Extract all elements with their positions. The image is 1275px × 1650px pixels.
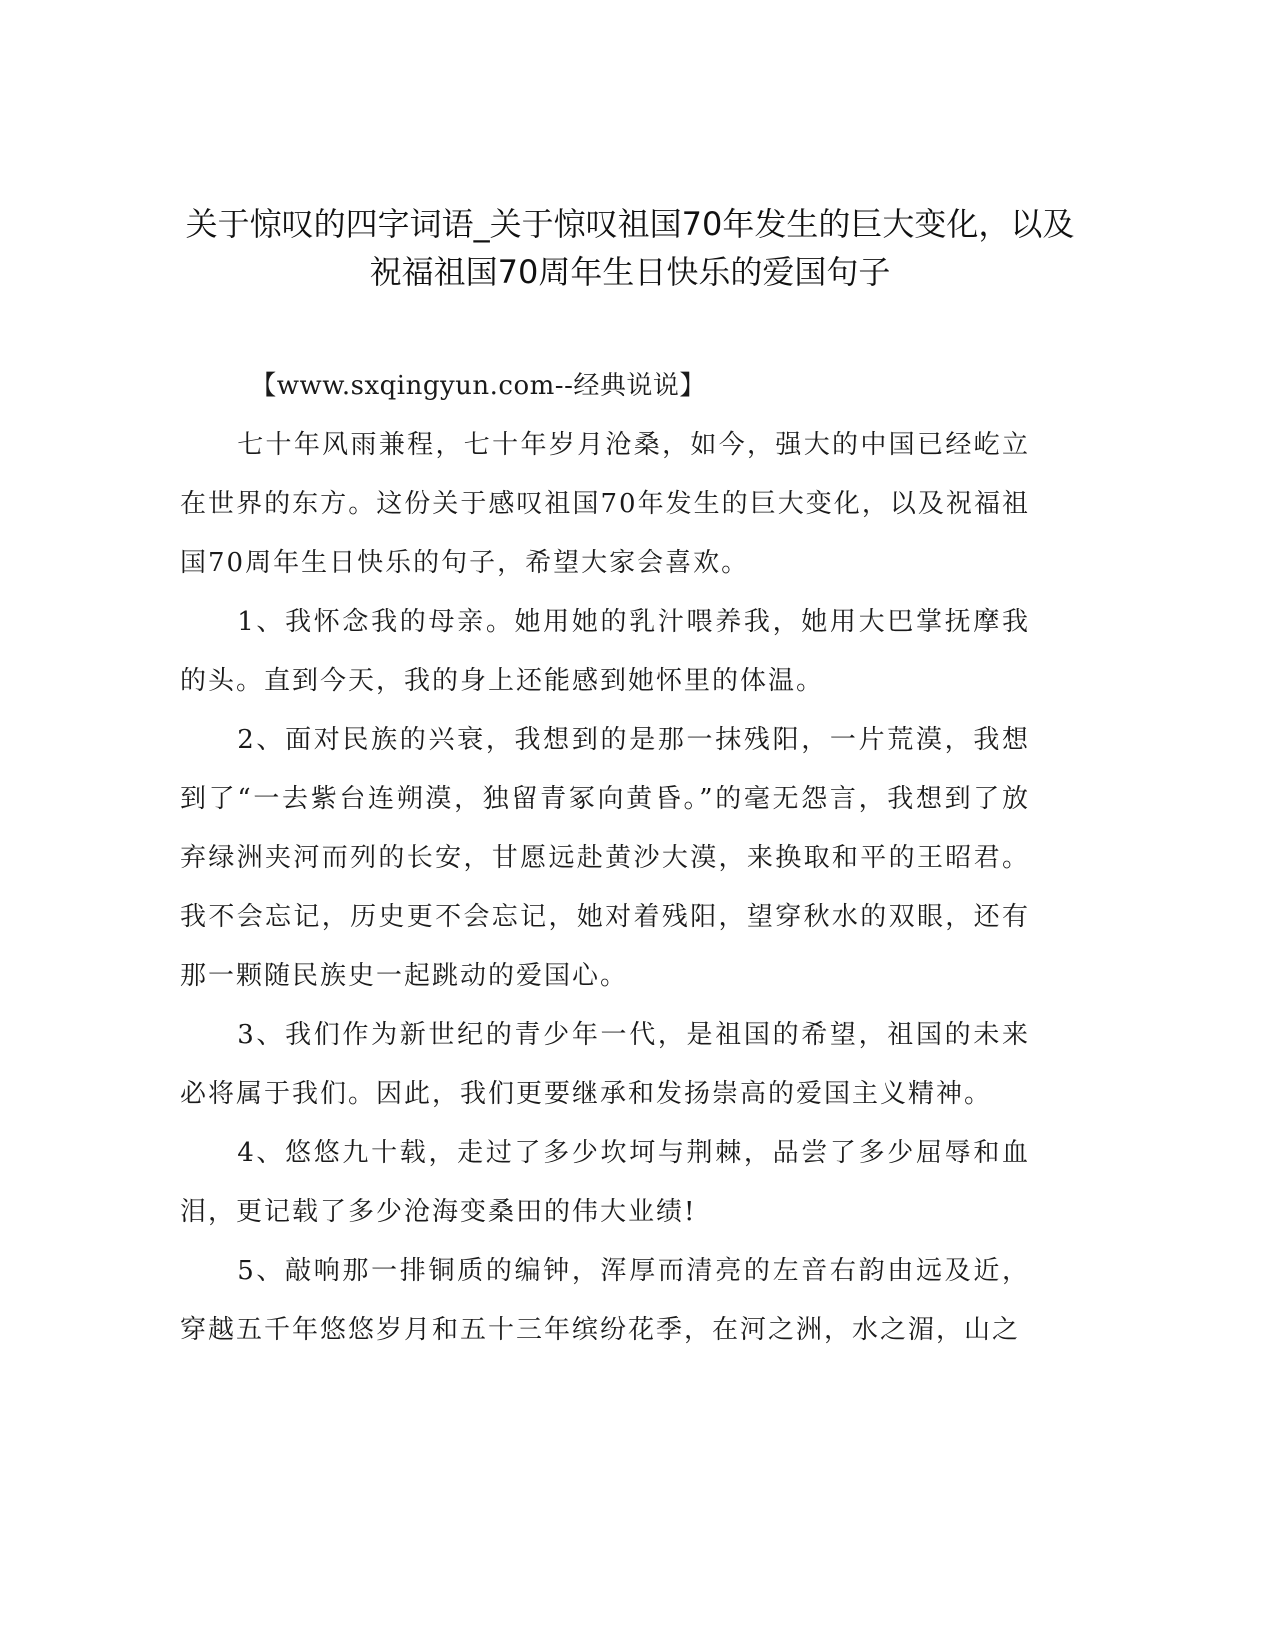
list-item: 3、我们作为新世纪的青少年一代，是祖国的希望，祖国的未来必将属于我们。因此，我们更要继承和发扬崇高的爱国主义精神。 bbox=[180, 1020, 1030, 1109]
intro-paragraph: 七十年风雨兼程，七十年岁月沧桑，如今，强大的中国已经屹立在世界的东方。这份关于感叹祖国70年发生的巨大变化，以及祝福祖国70周年生日快乐的句子，希望大家会喜欢。 bbox=[180, 430, 1030, 578]
document-body bbox=[180, 357, 1030, 1360]
list-item: 2、面对民族的兴衰，我想到的是那一抹残阳，一片荒漠，我想到了“一去紫台连朔漠，独留青冢向黄昏。”的毫无怨言，我想到了放弃绿洲夹河而列的长安，甘愿远赴黄沙大漠，来换取和平的王昭君。我不会忘记，历史更不会忘记，她对着残阳，望穿秋水的双眼，还有那一颗随民族史一起跳动的爱国心。 bbox=[180, 725, 1030, 991]
list-item: 5、敲响那一排铜质的编钟，浑厚而清亮的左音右韵由远及近，穿越五千年悠悠岁月和五十三年缤纷花季，在河之洲，水之湄，山之 bbox=[180, 1256, 1030, 1345]
document-title: 关于惊叹的四字词语_关于惊叹祖国70年发生的巨大变化，以及祝福祖国70周年生日快乐的爱国句子 bbox=[185, 205, 1075, 291]
list-item: 4、悠悠九十载，走过了多少坎坷与荆棘，品尝了多少屈辱和血泪，更记载了多少沧海变桑田的伟大业绩! bbox=[180, 1138, 1030, 1227]
source-tag: 【www.sxqingyun.com--经典说说】 bbox=[250, 371, 706, 401]
list-item: 1、我怀念我的母亲。她用她的乳汁喂养我，她用大巴掌抚摩我的头。直到今天，我的身上还能感到她怀里的体温。 bbox=[180, 607, 1030, 696]
